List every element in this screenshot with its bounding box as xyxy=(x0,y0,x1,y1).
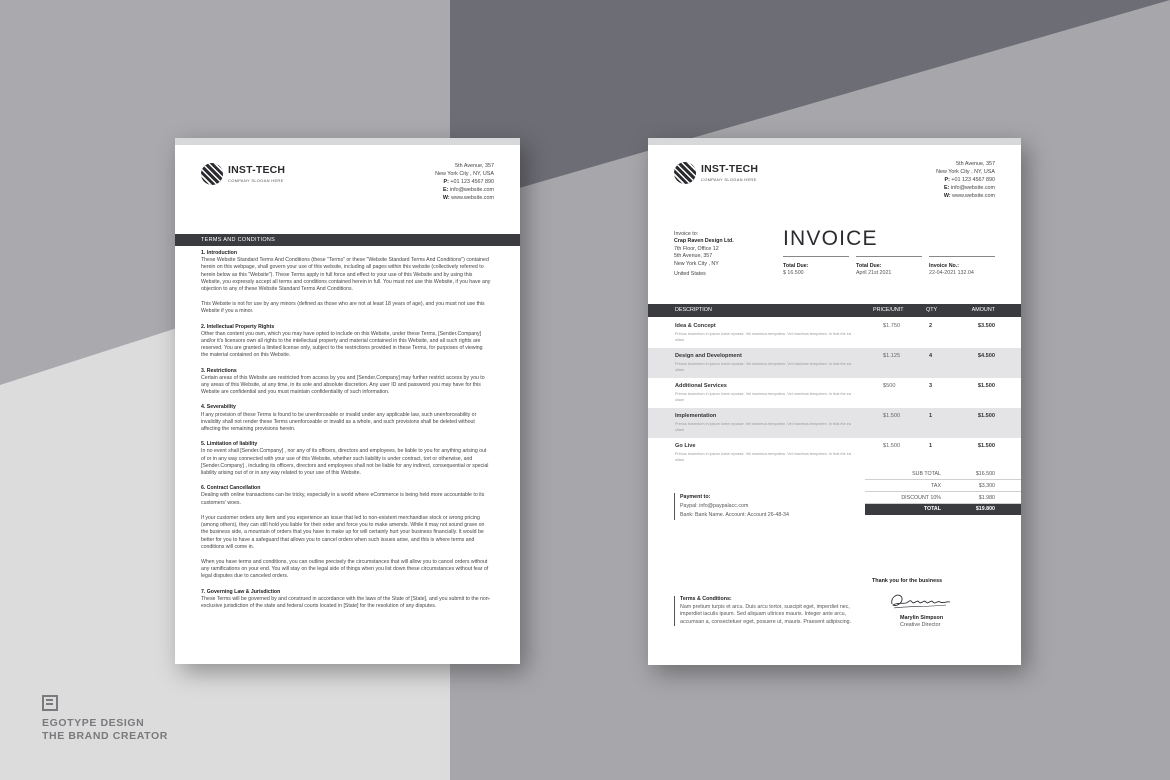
invoice-meta-total-due xyxy=(783,256,849,277)
signer-block xyxy=(900,615,943,629)
terms-section-text: If any provision of these Terms is found to be unenforceable or invalid under any applicable law, such unenforceability or invalidity shall not render these Terms unenforceable or invalid as a whole, and such provisions shall be deleted without affecting the remaining provisions herein. xyxy=(201,411,477,433)
logo-mark-icon xyxy=(201,163,223,185)
company-address xyxy=(435,162,494,202)
terms-section-heading: 7. Governing Law & Jurisdiction xyxy=(201,588,281,595)
tc-label: Terms & Conditions: xyxy=(680,596,732,602)
signature-icon xyxy=(888,590,952,612)
total-value: $3.300 xyxy=(978,483,995,489)
table-row xyxy=(648,378,1021,408)
table-row xyxy=(648,348,1021,378)
meta-value: 22-04-2021 132.04 xyxy=(929,270,974,276)
terms-section-heading: 6. Contract Cancellation xyxy=(201,485,261,492)
web-label: W: xyxy=(442,195,450,201)
items-table-body xyxy=(648,318,1021,468)
total-value: $19.800 xyxy=(975,506,995,512)
brand-logo-icon xyxy=(42,695,58,711)
address-line-2: New York City , NY, USA xyxy=(435,171,494,177)
item-amount: $4.500 xyxy=(977,353,995,359)
item-description: Primus bosentum in ipsum lorem eposse. Vel maximus tempotem. Vel maximus tempotem. In that the ea ullam xyxy=(675,452,851,462)
terms-section xyxy=(201,250,491,293)
terms-section-text: These Website Standard Terms And Conditions (these "Terms" or these "Website Standard Terms And Conditions") contained herein on this webpage, shall govern your use of this website, including all pages within this website (collectively referred to herein below as this "Website"). These Terms apply in full force and effect to your use of this Website and by using this Website, you expressly accept all terms and conditions contained herein in full. You must not use this Website, if you have any objection to any of these Website Standard Terms And Conditions. xyxy=(201,257,491,293)
brand-watermark xyxy=(42,695,168,743)
total-value: $16.500 xyxy=(975,471,995,477)
terms-section-heading: 1. Introduction xyxy=(201,250,238,256)
item-qty: 1 xyxy=(929,413,933,419)
total-label: DISCOUNT 10% xyxy=(901,495,941,501)
client-address-4: United States xyxy=(674,271,706,278)
item-amount: $1.500 xyxy=(977,383,995,389)
payment-block xyxy=(674,493,789,520)
total-row xyxy=(865,492,1021,504)
col-qty: QTY xyxy=(926,307,938,313)
terms-title-bar xyxy=(175,234,520,246)
company-slogan: COMPANY SLOGAN HERE xyxy=(701,177,757,182)
phone-label: P: xyxy=(443,179,449,185)
terms-section-heading: 4. Severability xyxy=(201,404,236,411)
terms-section-text: If your customer orders any item and you experience an issue that led to non-existent merchandise stock or wrong pricing (among others), they can still hold you liable for their order and force you to make amends. While it may not sound grave on the business side, a mountain of orders that you have to make up for will certainly hurt your business financially. It would be better for you to have a safeguard that allows you to cancel orders when such issues arise, and this is where terms and conditions will come in. xyxy=(201,514,485,550)
terms-section xyxy=(201,485,491,507)
phone-value: +01 123 4567 890 xyxy=(450,179,494,185)
item-title: Design and Development xyxy=(675,353,742,359)
invoice-meta-date xyxy=(856,256,922,277)
payment-label: Payment to: xyxy=(680,494,711,500)
table-row xyxy=(648,408,1021,438)
item-price: $1.125 xyxy=(883,353,901,359)
terms-page xyxy=(175,138,520,664)
brand-name: EGOTYPE DESIGN xyxy=(42,717,145,729)
company-logo xyxy=(201,163,285,185)
total-row xyxy=(865,468,1021,480)
terms-section-text: This Website is not for use by any minors (defined as those who are not at least 18 years of age), and you must not use this Website if you a minor. xyxy=(201,301,485,315)
item-description: Primus bosentum in ipsum lorem eposse. Vel maximus tempotem. Vel maximus tempotem. In that the ea ullam xyxy=(675,422,851,432)
item-amount: $3.500 xyxy=(977,323,995,329)
total-row xyxy=(865,480,1021,492)
client-address-3: New York City , NY xyxy=(674,260,719,267)
email-label: E: xyxy=(943,185,950,191)
brand-tagline: THE BRAND CREATOR xyxy=(42,730,168,742)
signature-image xyxy=(888,590,952,617)
item-amount: $1.500 xyxy=(977,413,995,419)
company-name: INST-TECH xyxy=(228,164,286,176)
terms-section xyxy=(201,324,491,360)
item-description: Primus bosentum in ipsum lorem eposse. Vel maximus tempotem. Vel maximus tempotem. In that the ea ullam xyxy=(675,392,851,402)
terms-section-heading: 3. Restrictions xyxy=(201,367,237,374)
terms-section-text: Dealing with online transactions can be tricky, especially in a world where eCommerce is being held more accountable to its customers' woes. xyxy=(201,492,485,506)
email-label: E: xyxy=(442,187,449,193)
company-address xyxy=(936,160,995,200)
col-description: DESCRIPTION xyxy=(675,307,712,313)
company-slogan: COMPANY SLOGAN HERE xyxy=(228,178,284,183)
meta-value: April 21st 2021 xyxy=(856,270,892,276)
payment-paypal: Paypal: info@paypalacc.com xyxy=(680,503,749,509)
terms-body xyxy=(201,250,491,618)
col-price: PRICE/UNIT xyxy=(873,307,904,313)
terms-section xyxy=(201,368,491,397)
item-qty: 3 xyxy=(929,383,933,389)
item-description: Primus bosentum in ipsum lorem eposse. Vel maximus tempotem. Vel maximus tempotem. In that the ea ullam xyxy=(675,332,851,342)
item-title: Additional Services xyxy=(675,383,727,389)
terms-section-heading: 5. Limitation of liability xyxy=(201,441,258,448)
client-name: Crap Raven Design Ltd. xyxy=(674,238,734,245)
item-amount: $1.500 xyxy=(977,443,995,449)
email-value: info@website.com xyxy=(449,187,494,193)
terms-section xyxy=(201,441,491,477)
company-name: INST-TECH xyxy=(701,163,759,175)
invoice-page xyxy=(648,138,1021,665)
terms-section xyxy=(201,589,491,611)
page-top-bar xyxy=(648,138,1021,145)
meta-label: Total Due: xyxy=(783,263,809,269)
logo-mark-icon xyxy=(674,162,696,184)
invoice-meta-number xyxy=(929,256,995,277)
terms-section xyxy=(201,404,491,433)
item-description: Primus bosentum in ipsum lorem eposse. Vel maximus tempotem. Vel maximus tempotem. In that the ea ullam xyxy=(675,362,851,372)
terms-section xyxy=(201,559,491,581)
signer-role: Creative Director xyxy=(900,622,941,628)
totals-block xyxy=(865,468,1021,515)
tc-text: Nam pretium turpis et arcu. Duis arcu tortor, suscipit eget, imperdiet nec, imperdiet iaculis ipsum. Sed aliquam ultrices mauris. Integer ante arcu, accumsan a, consectetuer eget, posuere ut, mauris. Praesent adipiscing. xyxy=(680,603,852,625)
web-value: www.website.com xyxy=(952,193,995,199)
terms-section-text: These Terms will be governed by and construed in accordance with the laws of the State of [State], and you submit to the non-exclusive jurisdiction of the state and federal courts located in [State] for the resolution of any disputes. xyxy=(201,595,491,609)
address-line-1: 5th Avenue, 357 xyxy=(956,161,995,167)
payment-bank: Bank: Bank Name. Account: Account 26-48-34 xyxy=(680,512,789,518)
client-address-1: 7th Floor, Office 12 xyxy=(674,245,719,252)
terms-section xyxy=(201,301,491,315)
address-line-2: New York City , NY, USA xyxy=(936,169,995,175)
terms-title: TERMS AND CONDITIONS xyxy=(201,237,276,243)
total-label: SUB TOTAL xyxy=(912,471,941,477)
item-title: Implementation xyxy=(675,413,717,419)
invoice-title: INVOICE xyxy=(783,227,878,250)
terms-section-text: Certain areas of this Website are restricted from access by you and [Sender.Company] may further restrict access by you to any areas of this Website, at any time, in its sole and absolute discretion. Any user ID and password you may have for this Website are confidential and you must maintain confidentiality of such information. xyxy=(201,374,485,396)
meta-label: Invoice No.: xyxy=(929,263,960,269)
phone-value: +01 123 4567 890 xyxy=(951,177,995,183)
item-qty: 2 xyxy=(929,323,933,329)
terms-section-text: Other than content you own, which you may have opted to include on this Website, under these Terms, [Sender.Company] and/or it's licensors own all rights to the intellectual property and material contained in this Website, and all such rights are reserved. You are granted a limited license only, subject to the restrictions provided in these Terms, for purposes of viewing the material contained on this Website. xyxy=(201,330,483,359)
page-top-bar xyxy=(175,138,520,145)
signer-name: Marylin Simpson xyxy=(900,615,944,621)
company-logo xyxy=(674,162,758,184)
email-value: info@website.com xyxy=(950,185,995,191)
client-address-2: 5th Avenue, 357 xyxy=(674,253,713,260)
item-title: Idea & Concept xyxy=(675,323,716,329)
table-row xyxy=(648,438,1021,468)
terms-section-text: In no event shall [Sender.Company] , nor any of its officers, directors and employees, be liable to you for anything arising out of or in any way connected with your use of this Website, whether such liability is under contract, tort or otherwise, and [Sender.Company] , including its officers, directors and employees shall not be liable for any indirect, consequential or special liability arising out of or in any way related to your use of this Website. xyxy=(201,448,489,477)
phone-label: P: xyxy=(944,177,950,183)
meta-value: $ 16.500 xyxy=(783,270,804,276)
meta-label: Total Due: xyxy=(856,263,882,269)
item-qty: 4 xyxy=(929,353,933,359)
total-label: TAX xyxy=(931,483,941,489)
item-price: $1.500 xyxy=(883,413,901,419)
grand-total-row xyxy=(865,504,1021,515)
web-value: www.website.com xyxy=(451,195,494,201)
invoice-to-label: Invoice to: xyxy=(674,231,699,237)
terms-section-heading: 2. Intellectual Property Rights xyxy=(201,323,275,330)
terms-section xyxy=(201,515,491,551)
item-price: $500 xyxy=(883,383,896,389)
thanks-text: Thank you for the business xyxy=(872,578,943,584)
web-label: W: xyxy=(943,193,951,199)
item-price: $1.500 xyxy=(883,443,901,449)
item-price: $1.750 xyxy=(883,323,901,329)
table-row xyxy=(648,318,1021,348)
total-value: $1.980 xyxy=(978,495,995,501)
col-amount: AMOUNT xyxy=(971,307,995,313)
address-line-1: 5th Avenue, 357 xyxy=(455,163,494,169)
invoice-to-block xyxy=(674,231,734,278)
terms-conditions-block xyxy=(674,596,859,626)
total-label: TOTAL xyxy=(923,506,941,512)
items-table-header xyxy=(648,304,1021,317)
item-title: Go Live xyxy=(675,443,696,449)
item-qty: 1 xyxy=(929,443,933,449)
terms-section-text: When you have terms and conditions, you can outline precisely the circumstances that will allow you to cancel orders without any ramifications on your end. You will stay on the legal side of things when you list down these circumstances without fear of legal disputes due to canceled orders. xyxy=(201,558,489,580)
